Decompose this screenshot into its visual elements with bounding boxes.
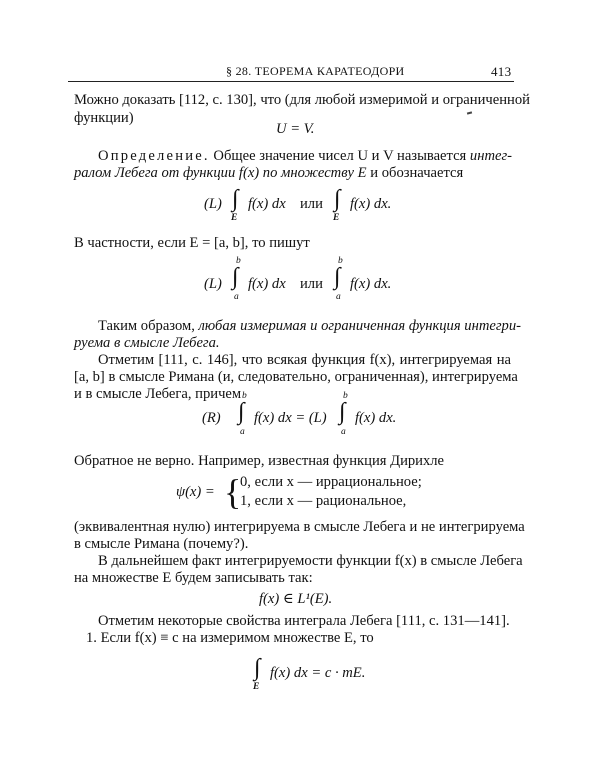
integral-sign: ∫ [238,399,245,425]
paragraph-line: Таким образом, любая измеримая и ограниченная функция интегри- [98,318,521,334]
left-brace: { [224,472,242,512]
integral-sign: ∫ [232,264,239,290]
paragraph-line: и в смысле Лебега, причем [74,386,242,402]
page-number: 413 [491,64,512,79]
stray-mark [467,111,472,114]
paragraph-line: Отметим некоторые свойства интеграла Лебега [111, с. 131—141]. [98,613,510,629]
paragraph-line: на множестве E будем записывать так: [74,570,313,586]
paragraph-line: [a, b] в смысле Римана (и, следовательно, ограниченная), интегрируема [74,369,518,385]
integral-sign: ∫ [232,186,239,212]
book-page: § 28. ТЕОРЕМА КАРАТЕОДОРИ 413 Можно доказать [112, с. 130], что (для любой измеримой и ограниченной функции) U = V. Определение. Общее значение чисел U и V называется интег- ралом Лебега от функции f(x) по множеству E и обозначается (L) ∫ E f(x) dx или ∫ E f(x) dx. В частности, если E = [a, b], то пишут (L) b ∫ a f(x) dx или b ∫ a f(x) dx. Таким образом, любая измеримая и ограниченная функция интегри- руема в смысле Лебега. Отметим [111, с. 146], что всякая функция f(x), интегрируемая на [a, b] в смысле Римана (и, следовательно, ограниченная), интегрируема и в смысле Лебега, причем (R) b ∫ a f(x) dx = (L) b ∫ a f(x) dx. Обратное не верно. Например, известная функция Дирихле ψ(x) = { 0, если x — иррациональное; 1, если x — рациональное, (эквивалентная нулю) интегрируема в смысле Лебега и не интегрируема в смысле Римана (почему?). В дальнейшем факт интегрируемости функции f(x) в смысле Лебега на множестве E будем записывать так: f(x) ∈ L¹(E). Отметим некоторые свойства интеграла Лебега [111, с. 131—141]. 1. Если f(x) ≡ c на измеримом множестве E, то ∫ E f(x) dx = c · mE. [0,0,600,758]
equation-l1: f(x) ∈ L¹(E). [259,591,333,607]
integral-sign: ∫ [339,399,346,425]
integral-sign: ∫ [334,264,341,290]
paragraph-line: В частности, если E = [a, b], то пишут [74,235,310,251]
integral-sign: ∫ [334,186,341,212]
paragraph-line: руема в смысле Лебега. [74,335,220,351]
paragraph-line: (эквивалентная нулю) интегрируема в смысле Лебега и не интегрируема [74,519,525,535]
definition-label: Определение. [98,148,210,164]
paragraph-line: Обратное не верно. Например, известная функция Дирихле [74,453,445,469]
paragraph-line: Можно доказать [112, с. 130], что (для любой измеримой и ограниченной [74,92,530,108]
paragraph-line: Отметим [111, с. 146], что всякая функция f(x), интегрируемая на [98,352,511,368]
running-header: § 28. ТЕОРЕМА КАРАТЕОДОРИ [226,64,405,78]
definition-line-2: ралом Лебега от функции f(x) по множеству E и обозначается [74,165,464,181]
integral-sign: ∫ [254,655,261,681]
paragraph-line: В дальнейшем факт интегрируемости функции f(x) в смысле Лебега [98,553,523,569]
definition-line-1: Определение. Общее значение чисел U и V называется интег- [98,148,513,164]
paragraph-line: в смысле Римана (почему?). [74,536,249,552]
paragraph-line: функции) [74,110,134,126]
equation-u-equals-v: U = V. [276,121,315,137]
paragraph-line: 1. Если f(x) ≡ c на измеримом множестве E, то [86,630,374,646]
header-rule [68,81,514,82]
